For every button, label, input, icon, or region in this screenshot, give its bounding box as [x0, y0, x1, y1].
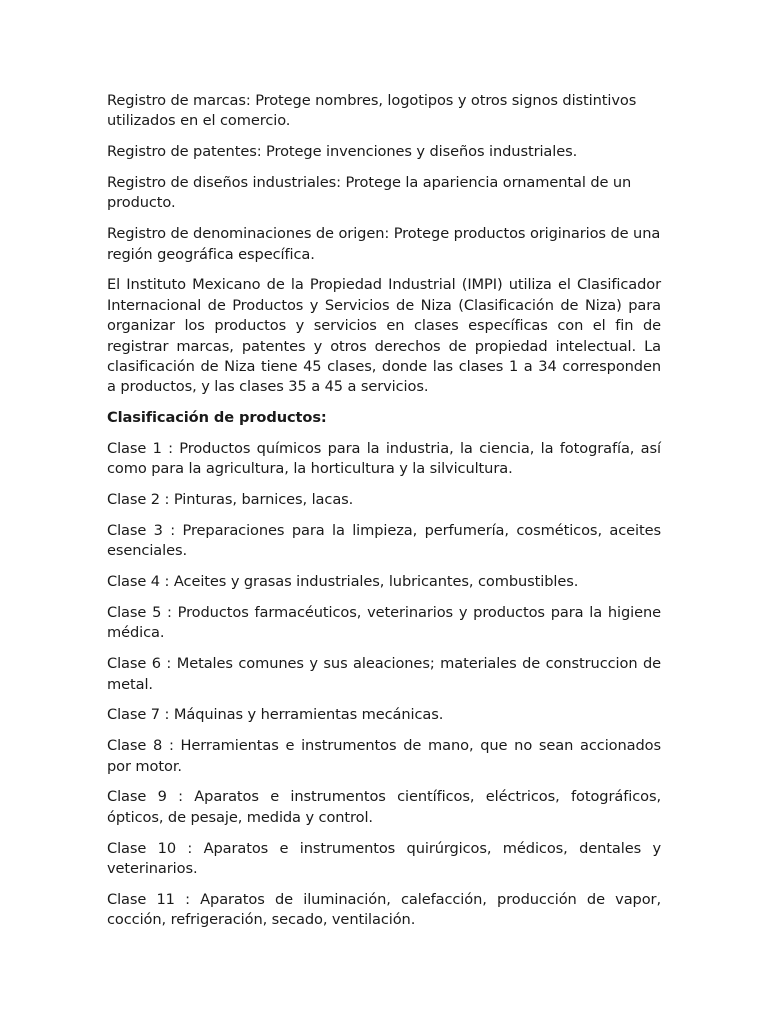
class-item-10: Clase 10 : Aparatos e instrumentos quirúrgicos, médicos, dentales y veterinarios.: [107, 839, 661, 878]
paragraph-registro-denominaciones: Registro de denominaciones de origen: Protege productos originarios de una región geográfica específica.: [107, 225, 661, 263]
paragraph-registro-marcas: Registro de marcas: Protege nombres, logotipos y otros signos distintivos utilizados en el comercio.: [107, 92, 637, 130]
paragraph-registro-patentes: Registro de patentes: Protege invenciones y diseños industriales.: [107, 143, 578, 161]
class-item-4: Clase 4 : Aceites y grasas industriales, lubricantes, combustibles.: [107, 573, 579, 591]
class-item-7: Clase 7 : Máquinas y herramientas mecánicas.: [107, 706, 444, 724]
section-heading: Clasificación de productos:: [107, 409, 327, 427]
class-item-6: Clase 6 : Metales comunes y sus aleaciones; materiales de construccion de metal.: [107, 655, 661, 693]
paragraph-impi-niza: El Instituto Mexicano de la Propiedad Industrial (IMPI) utiliza el Clasificador Internacional de Productos y Servicios de Niza (Clasificación de Niza) para organizar los productos y servicios en clases específicas con el fin de registrar marcas, patentes y otros derechos de propiedad intelectual. La clasificación de Niza tiene 45 clases, donde las clases 1 a 34 corresponden a productos, y las clases 35 a 45 a servicios.: [107, 276, 661, 396]
class-item-11: Clase 11 : Aparatos de iluminación, calefacción, producción de vapor, cocción, refrigeración, secado, ventilación.: [107, 890, 661, 929]
class-item-2: Clase 2 : Pinturas, barnices, lacas.: [107, 491, 354, 509]
class-item-8: Clase 8 : Herramientas e instrumentos de mano, que no sean accionados por motor.: [107, 737, 661, 775]
class-item-5: Clase 5 : Productos farmacéuticos, veterinarios y productos para la higiene médica.: [107, 604, 661, 642]
paragraph-registro-disenos: Registro de diseños industriales: Protege la apariencia ornamental de un producto.: [107, 174, 632, 212]
class-item-9: Clase 9 : Aparatos e instrumentos científicos, eléctricos, fotográficos, ópticos, de pesaje, medida y control.: [107, 788, 661, 826]
document-page: [107, 91, 661, 941]
class-item-3: Clase 3 : Preparaciones para la limpieza, perfumería, cosméticos, aceites esenciales.: [107, 522, 661, 560]
class-item-1: Clase 1 : Productos químicos para la industria, la ciencia, la fotografía, así como para la agricultura, la horticultura y la silvicultura.: [107, 440, 661, 478]
